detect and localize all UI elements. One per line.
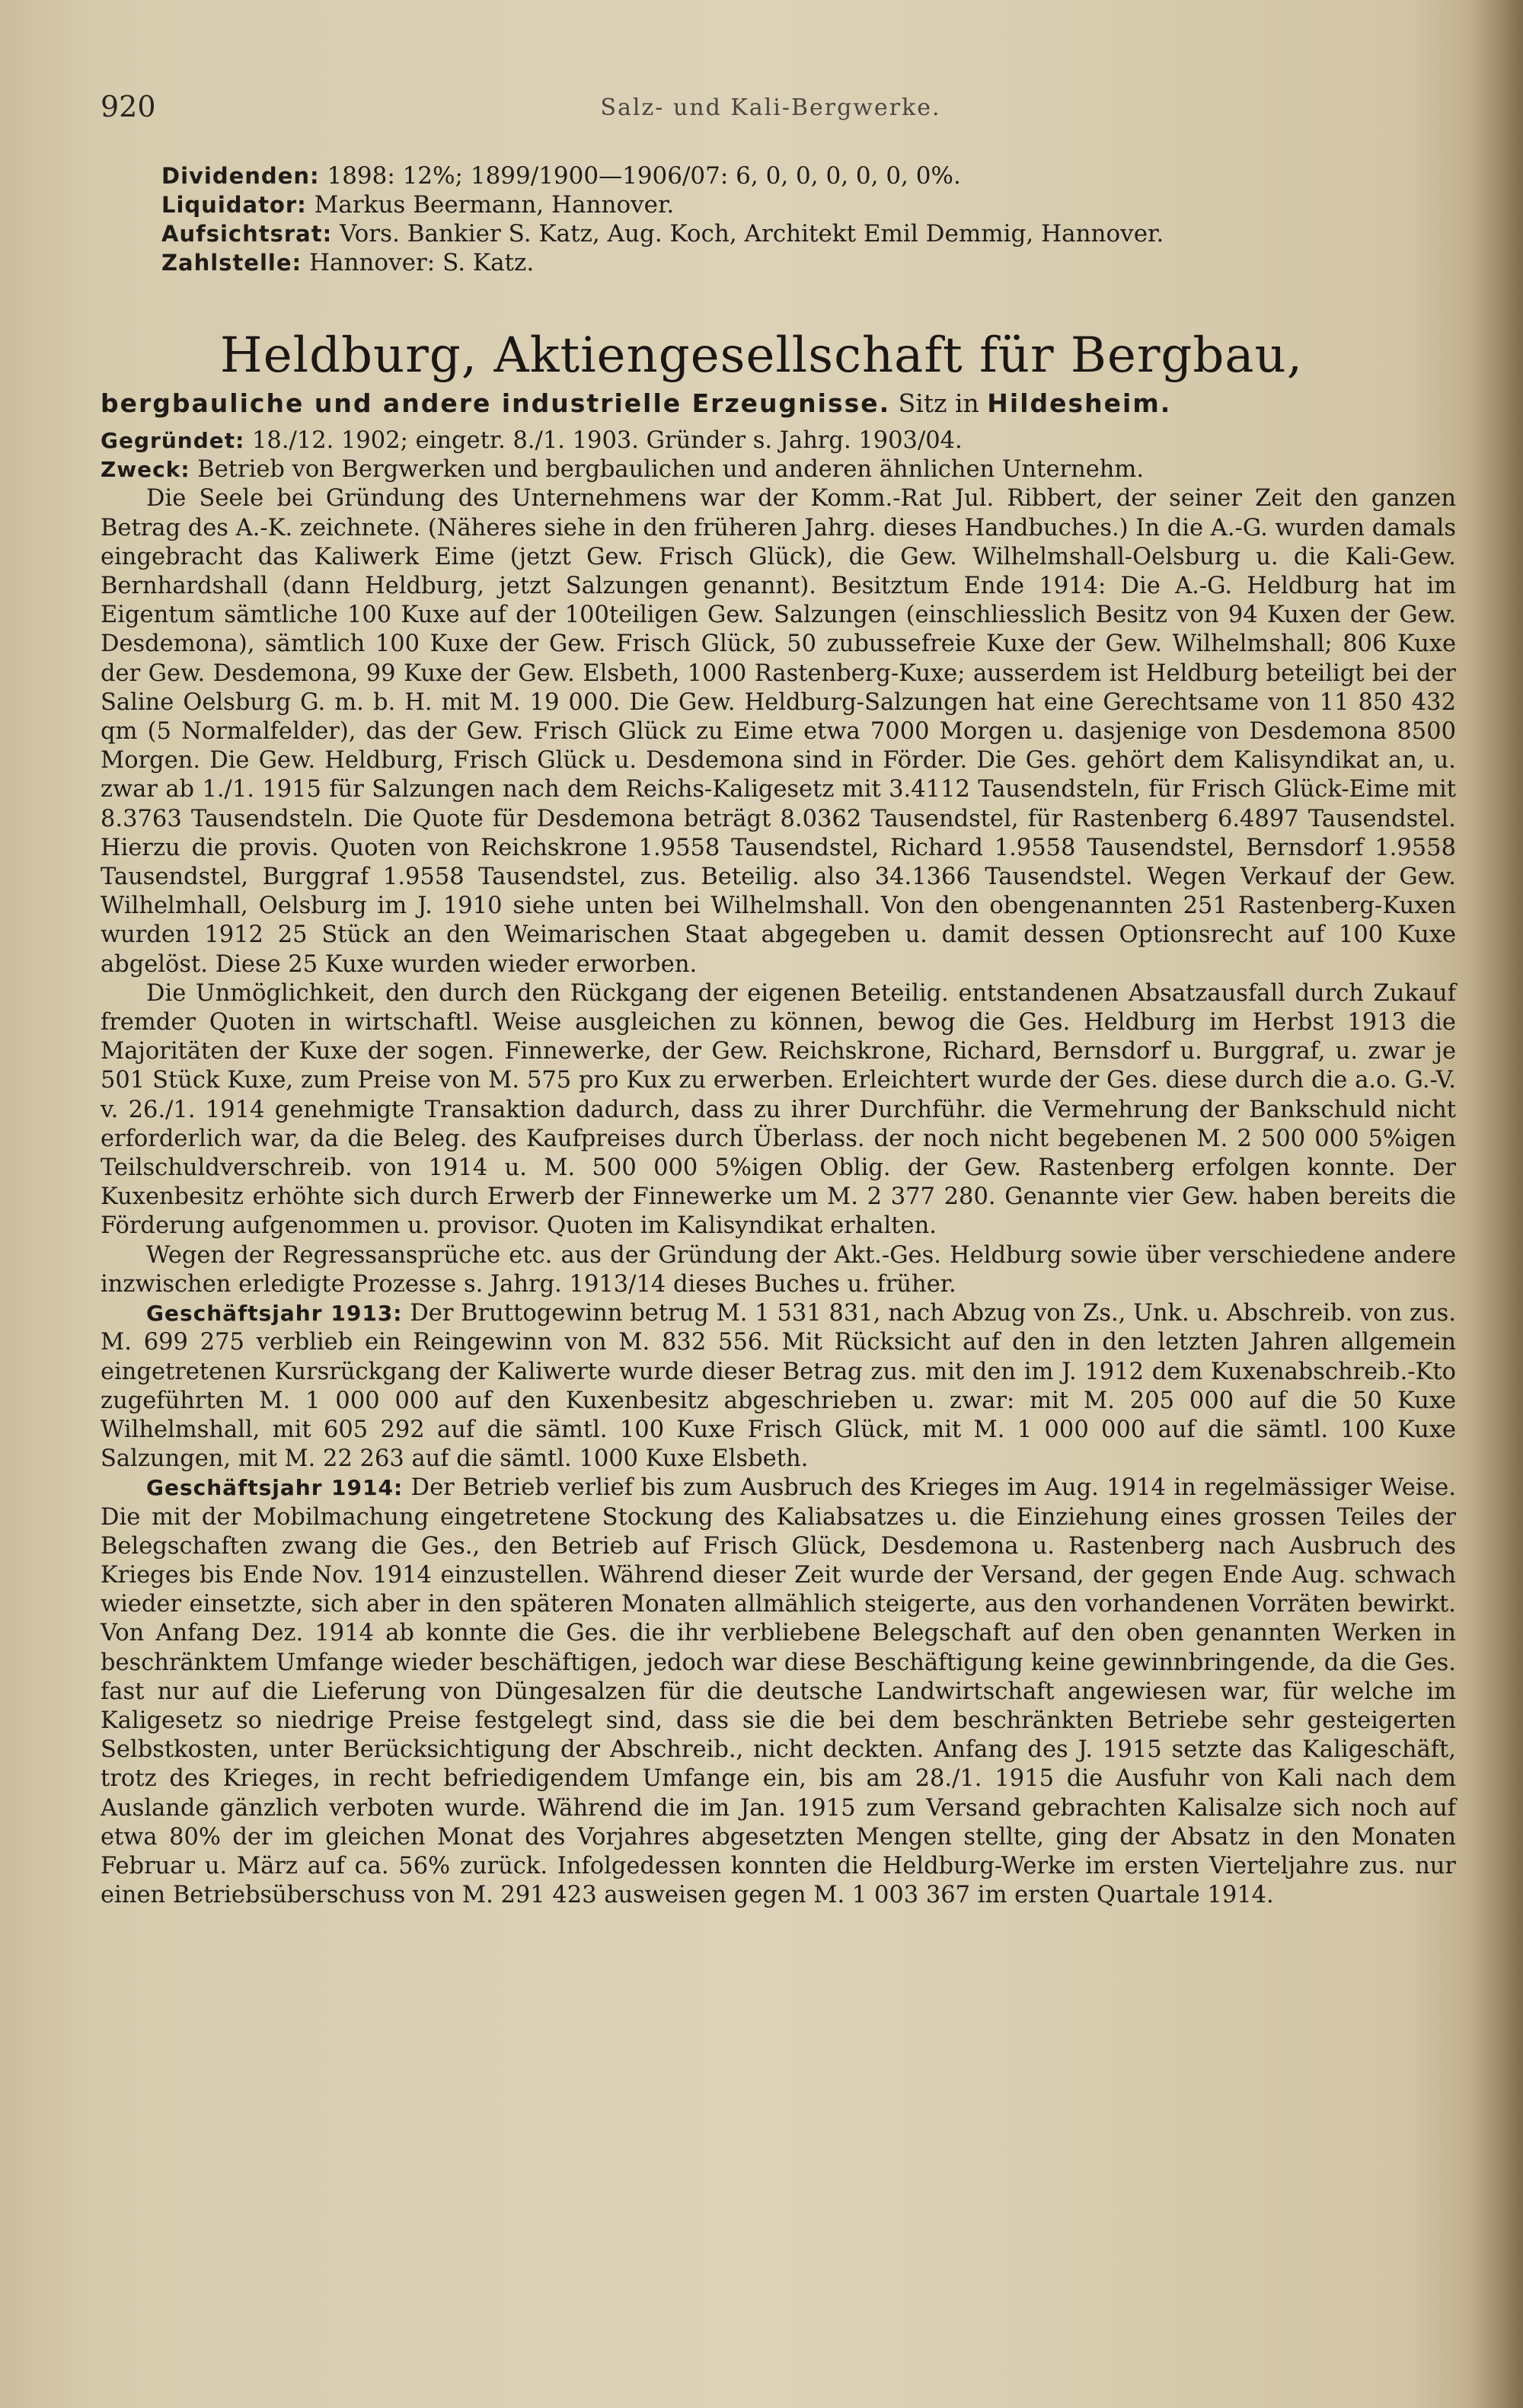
page-header <box>101 90 1441 136</box>
founded-paragraph <box>101 426 1456 455</box>
subtitle-business: bergbauliche und andere industrielle Erzeugnisse. <box>101 388 891 418</box>
board-value: Vors. Bankier S. Katz, Aug. Koch, Architekt Emil Demmig, Hannover. <box>340 220 1164 248</box>
board-line <box>161 219 1456 248</box>
litigation-paragraph: Wegen der Regressansprüche etc. aus der Gründung der Akt.-Ges. Heldburg sowie über verschiedene andere inzwischen erledigte Prozesse s. Jahrg. 1913/14 dieses Buches u. früher. <box>101 1241 1456 1298</box>
fy1914-label: Geschäftsjahr 1914: <box>146 1475 404 1501</box>
paying-office-label: Zahlstelle: <box>161 250 302 276</box>
fy1913-label: Geschäftsjahr 1913: <box>146 1301 403 1327</box>
fy1913-text: Der Bruttogewinn betrug M. 1 531 831, nach Abzug von Zs., Unk. u. Abschreib. von zus. M. 699 275 verblieb ein Reingewinn von M. 832 556. Mit Rücksicht auf den in den letzten Jahren allgemein eingetretenen Kursrückgang der Kaliwerte wurde dieser Betrag zus. mit den im J. 1912 dem Kuxenabschreib.-Kto zugeführten M. 1 000 000 auf den Kuxenbesitz abgeschrieben u. zwar: mit M. 205 000 auf die 50 Kuxe Wilhelmshall, mit 605 292 auf die sämtl. 100 Kuxe Frisch Glück, mit M. 1 000 000 auf die sämtl. 100 Kuxe Salzungen, mit M. 22 263 auf die sämtl. 1000 Kuxe Elsbeth. <box>101 1300 1457 1473</box>
board-label: Aufsichtsrat: <box>161 221 333 247</box>
subtitle-seat: Sitz in <box>898 388 979 418</box>
company-title: Heldburg, Aktiengesellschaft für Bergbau, <box>219 327 1304 384</box>
founded-label: Gegründet: <box>101 428 245 453</box>
purpose-text: Betrieb von Bergwerken und bergbaulichen und anderen ähnlichen Unternehm. <box>197 456 1145 484</box>
fy1914-paragraph <box>101 1474 1456 1910</box>
dividends-line <box>161 161 1456 190</box>
article-body <box>101 426 1456 1910</box>
dividends-label: Dividenden: <box>161 163 320 189</box>
previous-entry-tail <box>161 161 1456 277</box>
liquidator-line <box>161 190 1456 219</box>
dividends-value: 1898: 12%; 1899/1900—1906/07: 6, 0, 0, 0, 0, 0, 0%. <box>327 162 961 190</box>
liquidator-label: Liquidator: <box>161 192 307 218</box>
liquidator-value: Markus Beermann, Hannover. <box>314 191 675 219</box>
purpose-label: Zweck: <box>101 457 190 483</box>
paying-office-value: Hannover: S. Katz. <box>308 249 535 276</box>
paying-office-line <box>161 248 1456 277</box>
company-subtitle <box>101 388 1456 418</box>
fy1913-paragraph <box>101 1299 1456 1474</box>
fy1914-text: Der Betrieb verlief bis zum Ausbruch des Krieges im Aug. 1914 in regelmässiger Weise. Die mit der Mobilmachung eingetretene Stockung des Kaliabsatzes u. die Einziehung eines grossen Teiles der Belegschaften zwang die Ges., den Betrieb auf Frisch Glück, Desdemona u. Rastenberg nach Ausbruch des Krieges bis Ende Nov. 1914 einzustellen. Während dieser Zeit wurde der Versand, der gegen Ende Aug. schwach wieder einsetzte, sich aber in den späteren Monaten allmählich steigerte, aus den vorhandenen Vorräten bewirkt. Von Anfang Dez. 1914 ab konnte die Ges. die ihr verbliebene Belegschaft auf den oben genannten Werken in beschränktem Umfange wieder beschäftigen, jedoch war diese Beschäftigung keine gewinnbringende, da die Ges. fast nur auf die Lieferung von Düngesalzen für die deutsche Landwirtschaft angewiesen war, für welche im Kaligesetz so niedrige Preise festgelegt sind, dass sie die bei dem beschränkten Betriebe sehr gesteigerten Selbstkosten, unter Berücksichtigung der Abschreib., nicht deckten. Anfang des J. 1915 setzte das Kaligeschäft, trotz des Krieges, in recht befriedigendem Umfange ein, bis am 28./1. 1915 die Ausfuhr von Kali nach dem Auslande gänzlich verboten wurde. Während die im Jan. 1915 zum Versand gebrachten Kalisalze sich noch auf etwa 80% der im gleichen Monat des Vorjahres abgesetzten Mengen stellte, ging der Absatz in den Monaten Februar u. März auf ca. 56% zurück. Infolgedessen konnten die Heldburg-Werke im ersten Vierteljahre zus. nur einen Betriebsüberschuss von M. 291 423 ausweisen gegen M. 1 003 367 im ersten Quartale 1914. <box>101 1474 1457 1909</box>
acquisition-paragraph: Die Unmöglichkeit, den durch den Rückgang der eigenen Beteilig. entstandenen Absatzausfall durch Zukauf fremder Quoten in wirtschaftl. Weise ausgleichen zu können, bewog die Ges. Heldburg im Herbst 1913 die Majoritäten der Kuxe der sogen. Finnewerke, der Gew. Reichskrone, Richard, Bernsdorf u. Burggraf, u. zwar je 501 Stück Kuxe, zum Preise von M. 575 pro Kux zu erwerben. Erleichtert wurde der Ges. diese durch die a.o. G.-V. v. 26./1. 1914 genehmigte Transaktion dadurch, dass zu ihrer Durchführ. die Vermehrung der Bankschuld nicht erforderlich war, da die Beleg. des Kaufpreises durch Überlass. der noch nicht begebenen M. 2 500 000 5%igen Teilschuldverschreib. von 1914 u. M. 500 000 5%igen Oblig. der Gew. Rastenberg erfolgen konnte. Der Kuxenbesitz erhöhte sich durch Erwerb der Finnewerke um M. 2 377 280. Genannte vier Gew. haben bereits die Förderung aufgenommen u. provisor. Quoten im Kalisyndikat erhalten. <box>101 979 1456 1240</box>
purpose-paragraph <box>101 455 1456 484</box>
page-number: 920 <box>101 90 156 123</box>
subtitle-city: Hildesheim. <box>987 388 1172 418</box>
founded-text: 18./12. 1902; eingetr. 8./1. 1903. Gründer s. Jahrg. 1903/04. <box>252 427 963 454</box>
running-title: Salz- und Kali-Bergwerke. <box>600 94 941 121</box>
history-paragraph: Die Seele bei Gründung des Unternehmens war der Komm.-Rat Jul. Ribbert, der seiner Zeit den ganzen Betrag des A.-K. zeichnete. (Näheres siehe in den früheren Jahrg. dieses Handbuches.) In die A.-G. wurden damals eingebracht das Kaliwerk Eime (jetzt Gew. Frisch Glück), die Gew. Wilhelmshall-Oelsburg u. die Kali-Gew. Bernhardshall (dann Heldburg, jetzt Salzungen genannt). Besitztum Ende 1914: Die A.-G. Heldburg hat im Eigentum sämtliche 100 Kuxe auf der 100teiligen Gew. Salzungen (einschliesslich Besitz von 94 Kuxen der Gew. Desdemona), sämtlich 100 Kuxe der Gew. Frisch Glück, 50 zubussefreie Kuxe der Gew. Wilhelmshall; 806 Kuxe der Gew. Desdemona, 99 Kuxe der Gew. Elsbeth, 1000 Rastenberg-Kuxe; ausserdem ist Heldburg beteiligt bei der Saline Oelsburg G. m. b. H. mit M. 19 000. Die Gew. Heldburg-Salzungen hat eine Gerechtsame von 11 850 432 qm (5 Normalfelder), das der Gew. Frisch Glück zu Eime etwa 7000 Morgen u. dasjenige von Desdemona 8500 Morgen. Die Gew. Heldburg, Frisch Glück u. Desdemona sind in Förder. Die Ges. gehört dem Kalisyndikat an, u. zwar ab 1./1. 1915 für Salzungen nach dem Reichs-Kaligesetz mit 3.4112 Tausendsteln, für Frisch Glück-Eime mit 8.3763 Tausendsteln. Die Quote für Desdemona beträgt 8.0362 Tausendstel, für Rastenberg 6.4897 Tausendstel. Hierzu die provis. Quoten von Reichskrone 1.9558 Tausendstel, Richard 1.9558 Tausendstel, Bernsdorf 1.9558 Tausendstel, Burggraf 1.9558 Tausendstel, zus. Beteilig. also 34.1366 Tausendstel. Wegen Verkauf der Gew. Wilhelmhall, Oelsburg im J. 1910 siehe unten bei Wilhelmshall. Von den obengenannten 251 Rastenberg-Kuxen wurden 1912 25 Stück an den Weimarischen Staat abgegeben u. damit dessen Optionsrecht auf 100 Kuxe abgelöst. Diese 25 Kuxe wurden wieder erworben. <box>101 485 1456 978</box>
